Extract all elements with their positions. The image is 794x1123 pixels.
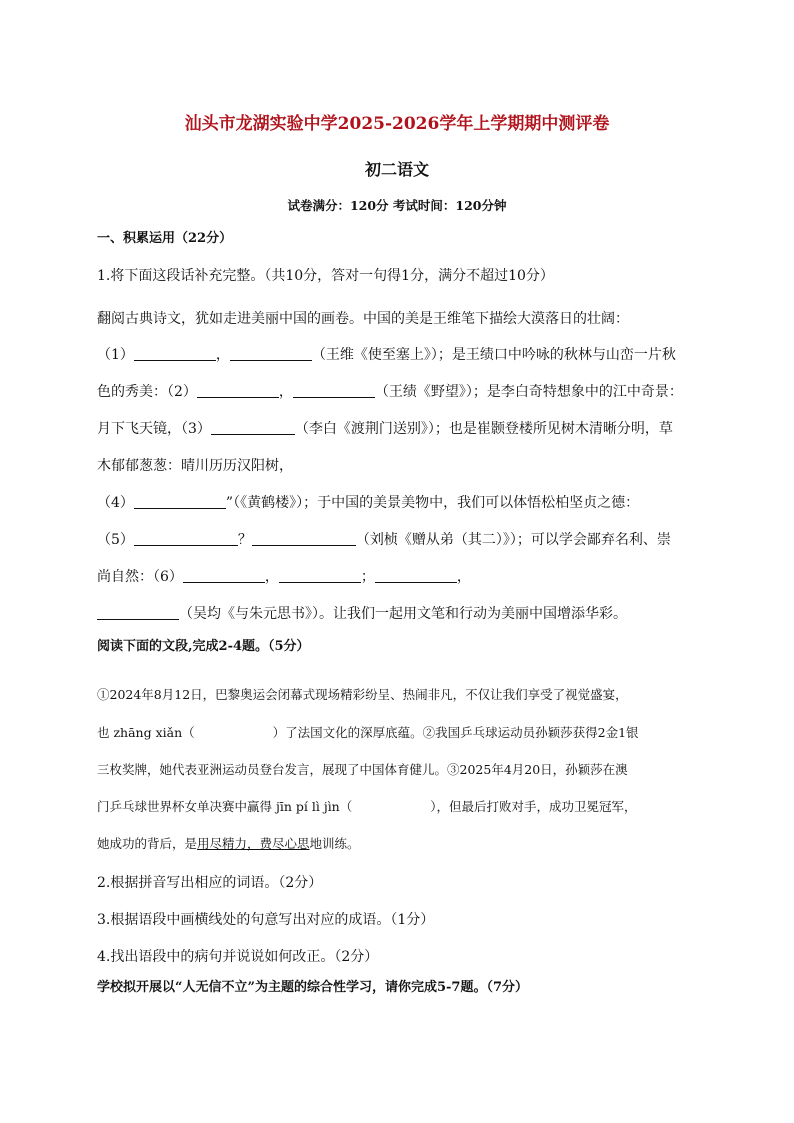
question-mark: ？ [237,532,252,548]
reading-text: ）了法国文化的深厚底蕴。②我国乒乓球运动员孙颖莎获得2金1银 [272,725,639,740]
comma: ， [456,569,471,585]
exam-title: 汕头市龙湖实验中学2025-2026学年上学期期中测评卷 [184,114,610,134]
answer-blank-1b[interactable] [230,346,312,361]
question-2: 2.根据拼音写出相应的词语。（2分） [97,875,323,891]
answer-blank-2a[interactable] [197,383,279,398]
passage-line-7 [97,530,671,550]
blank-label-2: 色的秀美：（2） [97,384,197,400]
question-3: 3.根据语段中画横线处的句意写出对应的成语。（1分） [97,912,435,928]
pinyin-prompt-1: 也 zhāng xiǎn（ [97,725,195,740]
answer-blank-6c[interactable] [375,568,457,583]
passage-text: ”（《黄鹤楼》）；于中国的美景美物中，我们可以体悟松柏坚贞之德： [225,495,640,511]
reading-text: ），但最后打败对手，成功卫冕冠军， [430,799,637,814]
reading-heading: 阅读下面的文段,完成2-4题。（5分） [97,639,310,654]
answer-blank-6d[interactable] [97,605,179,620]
passage-text: （李白《渡荆门送别》）；也是崔颢登楼所见树木清晰分明，草 [294,421,673,437]
section-heading: 一、积累运用（22分） [97,231,233,246]
reading-line-1: ①2024年8月12日，巴黎奥运会闭幕式现场精彩纷呈、热闹非凡，不仅让我们享受了视觉盛宴， [97,687,628,702]
blank-label-6: 尚自然：（6） [97,569,183,585]
passage-line-3 [97,382,683,402]
passage-line-5: 木郁郁葱葱：晴川历历汉阳树， [97,458,293,474]
comma: ， [215,347,230,363]
passage-line-8 [97,567,471,587]
reading-text: 地训练。 [309,836,360,851]
answer-blank-4[interactable] [134,494,226,509]
semicolon: ； [360,569,375,585]
reading-text: 她成功的背后，是 [97,836,198,851]
passage-text: （刘桢《赠从弟（其二）》）；可以学会鄙弃名利、崇 [355,532,671,548]
blank-label-4: （4） [97,495,134,511]
comma: ， [264,569,279,585]
blank-label-1: （1） [97,347,134,363]
answer-blank-6a[interactable] [183,568,265,583]
answer-blank-5b[interactable] [252,531,356,546]
exam-meta: 试卷满分：120分 考试时间：120分钟 [287,198,507,213]
comma: ， [278,384,293,400]
exam-subject: 初二语文 [364,160,429,179]
passage-text: （吴均《与朱元思书》）。让我们一起用文笔和行动为美丽中国增添华彩。 [179,606,627,622]
answer-blank-6b[interactable] [279,568,361,583]
question-1-instruction: 1.将下面这段话补充完整。（共10分，答对一句得1分，满分不超过10分） [97,268,554,284]
practice-heading: 学校拟开展以“人无信不立”为主题的综合性学习，请你完成5-7题。（7分） [97,980,528,995]
blank-label-3: 月下飞天镜，（3） [97,421,211,437]
passage-text: （王绩《野望》）；是李白奇特想象中的江中奇景： [374,384,683,400]
pinyin-prompt-2: 门乒乓球世界杯女单决赛中赢得 jīn pí lì jìn（ [97,799,353,814]
blank-label-5: （5） [97,532,134,548]
underlined-phrase: 用尽精力，费尽心思 [197,836,310,851]
question-4: 4.找出语段中的病句并说说如何改正。（2分） [97,949,379,965]
passage-line-1: 翻阅古典诗文，犹如走进美丽中国的画卷。中国的美是王维笔下描绘大漠落日的壮阔： [97,311,629,327]
answer-blank-2b[interactable] [293,383,375,398]
reading-line-5 [97,834,360,854]
reading-line-3: 三枚奖牌，她代表亚洲运动员登台发言，展现了中国体育健儿。③2025年4月20日，孙颖莎在澳 [97,762,628,777]
answer-blank-5a[interactable] [134,531,238,546]
passage-line-9 [97,604,627,624]
passage-line-2 [97,345,676,365]
passage-text: （王维《使至塞上》）；是王绩口中吟咏的秋林与山峦一片秋 [311,347,676,363]
answer-blank-1a[interactable] [134,346,216,361]
passage-line-4 [97,419,673,439]
reading-line-2 [97,723,639,743]
reading-line-4 [97,797,637,817]
passage-line-6 [97,493,639,513]
answer-blank-3[interactable] [211,420,295,435]
